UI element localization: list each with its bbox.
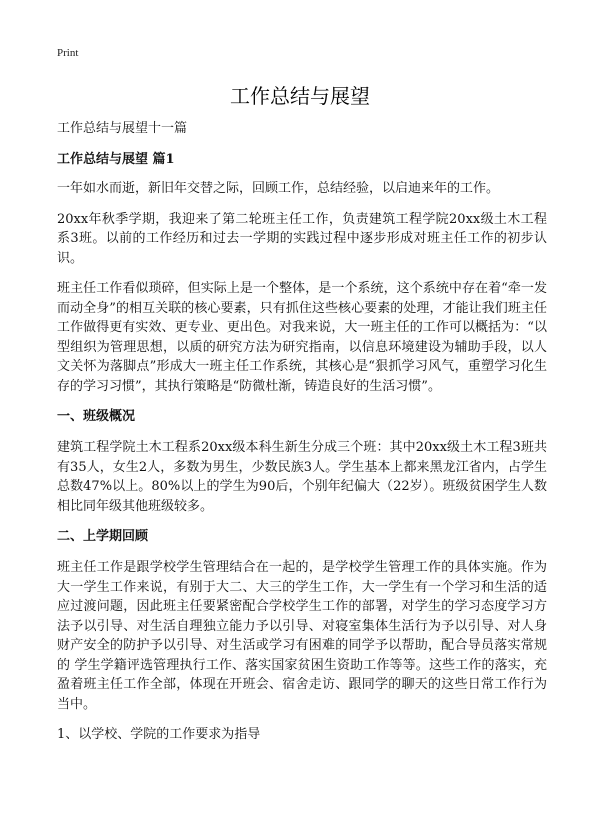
paragraph-intro: 一年如水而逝，新旧年交替之际，回顾工作，总结经验，以启迪来年的工作。: [57, 181, 500, 196]
paragraph-review: 班主任工作是跟学校学生管理结合在一起的，是学校学生管理工作的具体实施。作为大一学生工作来说，有别于大二、大三的学生工作，大一学生有一个学习和生活的适应过渡问题，因此班主任要紧密配合学校学生工作的部署，对学生的学习态度学习方法予以引导、对生活自理独立能力予以引导、对寝室集体生活行为予以引导、对人身财产安全的防护予以引导、对生活或学习有困难的同学予以帮助，配合导员落实常规的 学生学籍评选管理执行工作、落实国家贫困生资助工作等等。这些工作的落实，充盈着班主任工作全部，体现在开班会、宿舍走访、跟同学的聊天的这些日常工作行为当中。: [57, 560, 547, 712]
list-item-guidance: 1、以学校、学院的工作要求为指导: [57, 727, 261, 742]
paragraph-system: 班主任工作看似琐碎，但实际上是一个整体，是一个系统，这个系统中存在着“牵一发而动全身”的相互关联的核心要素，只有抓住这些核心要素的处理，才能让我们班主任工作做得更有实效、更专业、更出色。对我来说，大一班主任的工作可以概括为：“以型组织为管理思想，以质的研究方法为研究指南，以信息环境建设为辅助手段，以人文关怀为落脚点”形成大一班主任工作系统，其核心是“狠抓学习风气，重塑学习化生存的学习习惯”，其执行策略是“防微杜渐，铸造良好的生活习惯”。: [57, 281, 547, 394]
page-title: 工作总结与展望: [230, 84, 370, 108]
print-label[interactable]: Print: [57, 47, 79, 59]
article-heading: 工作总结与展望 篇1: [57, 152, 175, 167]
document-body: [57, 119, 547, 744]
section-heading-class-overview: 一、班级概况: [57, 409, 136, 424]
paragraph-class-overview: 建筑工程学院土木工程系20xx级本科生新生分成三个班：其中20xx级土木工程3班共有35人，女生2人，多数为男生，少数民族3人。学生基本上都来黑龙江省内，占学生总数47%以上。80%以上的学生为90后，个别年纪偏大（22岁）。班级贫困学生人数相比同年级其他班级较多。: [57, 440, 547, 514]
document-subtitle: 工作总结与展望十一篇: [57, 121, 188, 136]
section-heading-review: 二、上学期回顾: [57, 529, 149, 544]
paragraph-background: 20xx年秋季学期，我迎来了第二轮班主任工作，负责建筑工程学院20xx级土木工程系3班。以前的工作经历和过去一学期的实践过程中逐步形成对班主任工作的初步认识。: [57, 211, 547, 266]
